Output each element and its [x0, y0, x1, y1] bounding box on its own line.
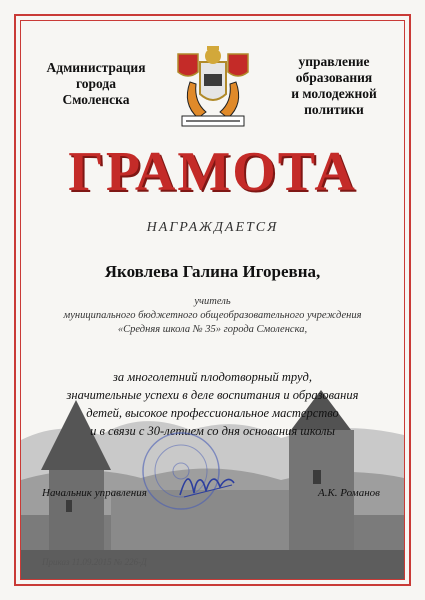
- awarded-label: НАГРАЖДАЕТСЯ: [146, 220, 279, 235]
- header-right-department: управление образования и молодежной политики: [291, 54, 377, 117]
- handwritten-signature: [176, 465, 238, 503]
- header-left-administration: Администрация города Смоленска: [46, 60, 146, 107]
- signatory-name: А.К. Романов: [318, 487, 380, 499]
- order-number: Приказ 11.09.2015 № 226-Д: [42, 557, 147, 567]
- certificate-title: ГРАМОТА: [68, 141, 357, 203]
- award-reason: за многолетний плодотворный труд, значительные успехи в деле воспитания и образования детей, высокое профессиональное мастерство и в связи с 30-летием со дня основания школы: [66, 370, 359, 438]
- signatory-title: Начальник управления: [42, 487, 147, 499]
- coat-of-arms-emblem: [160, 32, 266, 138]
- recipient-role: учитель муниципального бюджетного общеобразовательного учреждения «Средняя школа № 35» города Смоленска,: [63, 296, 362, 335]
- recipient-name: Яковлева Галина Игоревна,: [104, 262, 321, 281]
